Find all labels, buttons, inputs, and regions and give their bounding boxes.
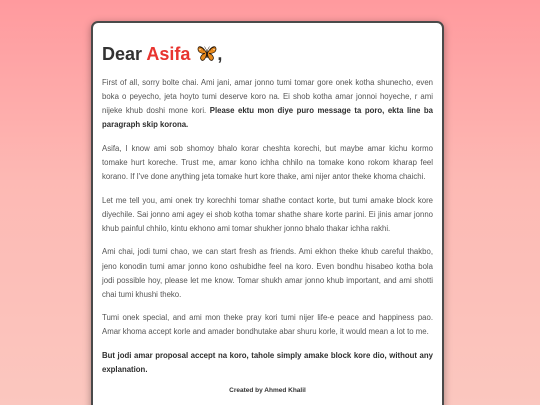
- footer-credit: Created by Ahmed Khalil: [229, 386, 306, 394]
- paragraph-hurt: Asifa, I know ami sob shomoy bhalo korar cheshta korechi, but maybe amar kichu kormo tomake hurt koreche. Trust me, amar kono ichha chhilo na tomake kono rokom kharap feel korano. If I've done anything jeta tomake hurt kore thake, ami nijer antor theke khoma chaichi.: [102, 143, 433, 182]
- paragraph-apology-emphasis: Please ektu mon diye puro message ta poro, ekta line ba paragraph skip korona.: [102, 106, 433, 130]
- paragraph-apology: First of all, sorry bolte chai. Ami jani, amar jonno tumi tomar gore onek kotha shunecho, even boka o peyecho, jeta hoyto tumi deserve koro na. Ei shob kotha amar jonnoi hoyeche, r ami nijeke khub doshi mone kori. Please ektu mon diye puro message ta poro, ekta line ba paragraph skip korona.: [102, 78, 433, 130]
- butterfly-icon: [197, 45, 217, 62]
- letter-card: [91, 21, 444, 405]
- greeting-prefix: Dear: [102, 44, 143, 64]
- paragraph-contact: Let me tell you, ami onek try korechhi tomar shathe contact korte, but tumi amake block kore diyechile. Sai jonno ami agey ei shob kotha tomar shathe share korte parini. Ei jinis amar jonno khub painful chhilo, kintu ekhono ami tomar shukher jonno bhalo thakar ichha rakhi.: [102, 195, 433, 233]
- greeting-heading: [102, 41, 433, 67]
- paragraph-final: But jodi amar proposal accept na koro, tahole simply amake block kore dio, without any explanation.: [102, 351, 433, 375]
- paragraph-friends: Ami chai, jodi tumi chao, we can start fresh as friends. Ami ekhon theke khub careful thakbo, jeno konodin tumi amar jonno kono oshubidhe feel na koro. Even bondhu hisabeo kotha bola jodi possible hoy, please let me know. Tomar shukh amar jonno khub important, and ami shotti chai tumi khushi theko.: [102, 247, 433, 299]
- recipient-name: Asifa: [146, 44, 191, 64]
- greeting-suffix: ,: [217, 44, 223, 64]
- paragraph-special: Tumi onek special, and ami mon theke pray kori tumi nijer life-e peace and happiness pao. Amar khoma accept korle and amader bondhutake abar shuru korle, it would mean a lot to me.: [102, 313, 433, 337]
